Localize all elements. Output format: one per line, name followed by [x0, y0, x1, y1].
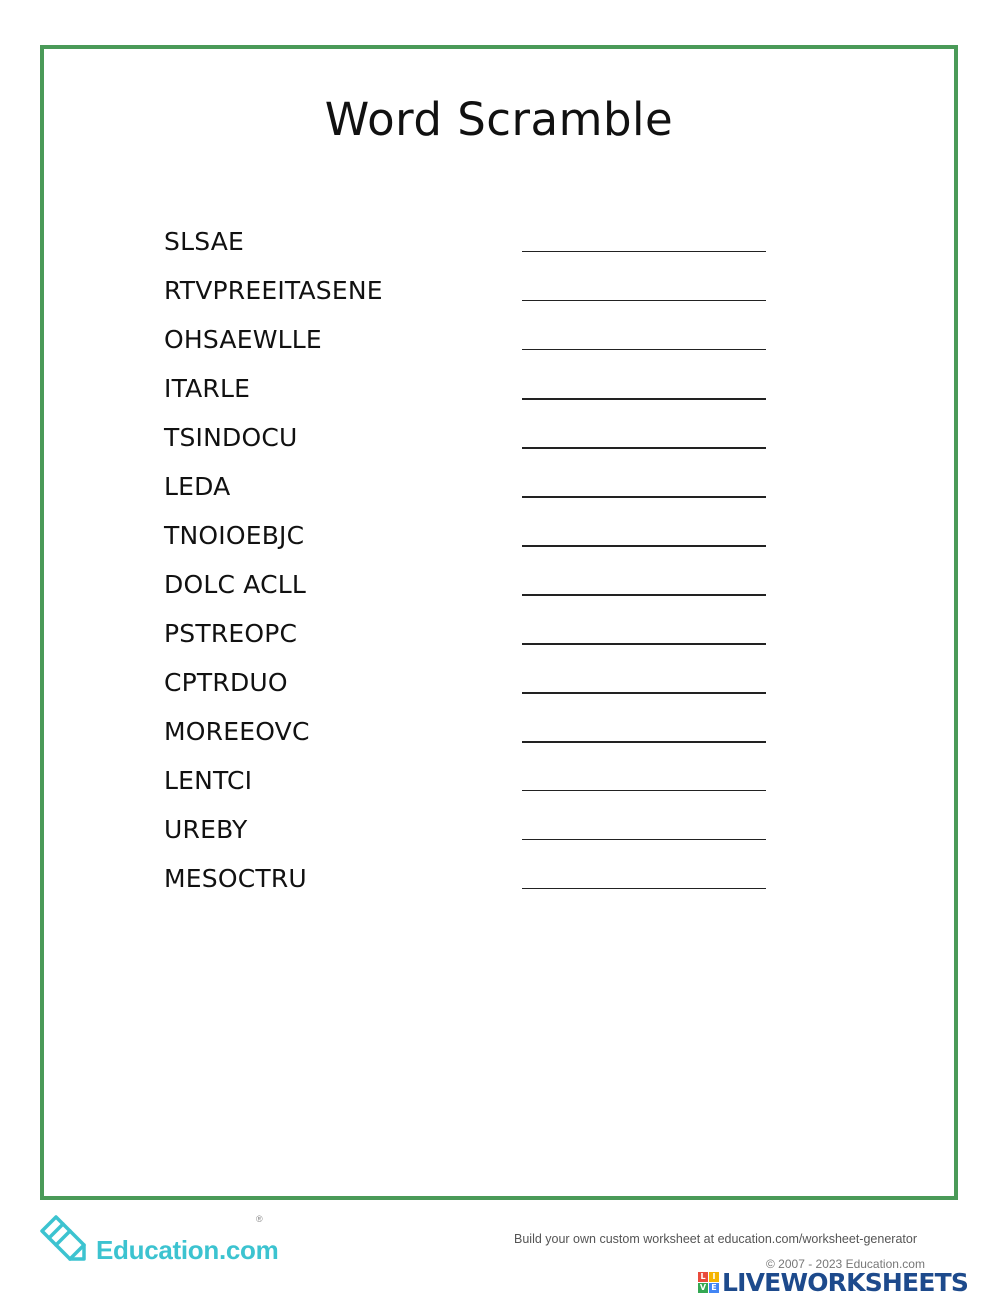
scrambled-word: MESOCTRU — [164, 864, 307, 893]
answer-line[interactable] — [522, 692, 766, 694]
answer-line[interactable] — [522, 790, 766, 791]
word-row — [164, 321, 784, 370]
word-row — [164, 762, 784, 811]
answer-line[interactable] — [522, 545, 766, 547]
scrambled-word: PSTREOPC — [164, 619, 298, 648]
liveworksheets-watermark[interactable] — [698, 1268, 996, 1298]
answer-line[interactable] — [522, 496, 766, 498]
scrambled-word: SLSAE — [164, 227, 245, 256]
scrambled-word: RTVPREEITASENE — [164, 276, 383, 305]
scrambled-word: MOREEOVC — [164, 717, 310, 746]
word-row — [164, 664, 784, 713]
word-row — [164, 419, 784, 468]
word-row — [164, 811, 784, 860]
answer-line[interactable] — [522, 447, 766, 449]
badge-letter: V — [699, 1283, 707, 1292]
answer-line[interactable] — [522, 839, 766, 840]
badge-letter: I — [709, 1272, 719, 1282]
build-worksheet-link[interactable]: Build your own custom worksheet at education.com/worksheet-generator — [514, 1232, 917, 1246]
scrambled-word: TSINDOCU — [164, 423, 298, 452]
copyright-text: © 2007 - 2023 Education.com — [766, 1257, 925, 1271]
scrambled-word: TNOIOEBJC — [164, 521, 305, 550]
word-row — [164, 517, 784, 566]
word-list — [164, 223, 784, 909]
education-logo[interactable] — [38, 1213, 278, 1269]
answer-line[interactable] — [522, 594, 766, 596]
answer-line[interactable] — [522, 888, 766, 889]
worksheet-title: Word Scramble — [324, 93, 674, 146]
word-row — [164, 566, 784, 615]
scrambled-word: CPTRDUO — [164, 668, 288, 697]
scrambled-word: UREBY — [164, 815, 248, 844]
answer-line[interactable] — [522, 349, 766, 350]
live-badge-icon — [698, 1272, 720, 1294]
scrambled-word: DOLC ACLL — [164, 570, 307, 599]
answer-line[interactable] — [522, 251, 766, 252]
word-row — [164, 713, 784, 762]
brand-name: Education.com — [96, 1235, 279, 1265]
answer-line[interactable] — [522, 643, 766, 645]
registered-mark: ® — [256, 1214, 263, 1224]
answer-line[interactable] — [522, 300, 766, 301]
watermark-text: LIVEWORKSHEETS — [722, 1268, 969, 1297]
worksheet-frame — [40, 45, 958, 1200]
word-row — [164, 272, 784, 321]
word-row — [164, 468, 784, 517]
badge-letter: L — [698, 1272, 708, 1282]
word-row — [164, 370, 784, 419]
scrambled-word: LENTCI — [164, 766, 253, 795]
pencil-book-icon — [38, 1213, 94, 1265]
word-row — [164, 860, 784, 909]
scrambled-word: OHSAEWLLE — [164, 325, 322, 354]
word-row — [164, 615, 784, 664]
answer-line[interactable] — [522, 741, 766, 743]
scrambled-word: ITARLE — [164, 374, 251, 403]
word-row — [164, 223, 784, 272]
badge-letter: E — [709, 1283, 719, 1293]
scrambled-word: LEDA — [164, 472, 231, 501]
answer-line[interactable] — [522, 398, 766, 400]
